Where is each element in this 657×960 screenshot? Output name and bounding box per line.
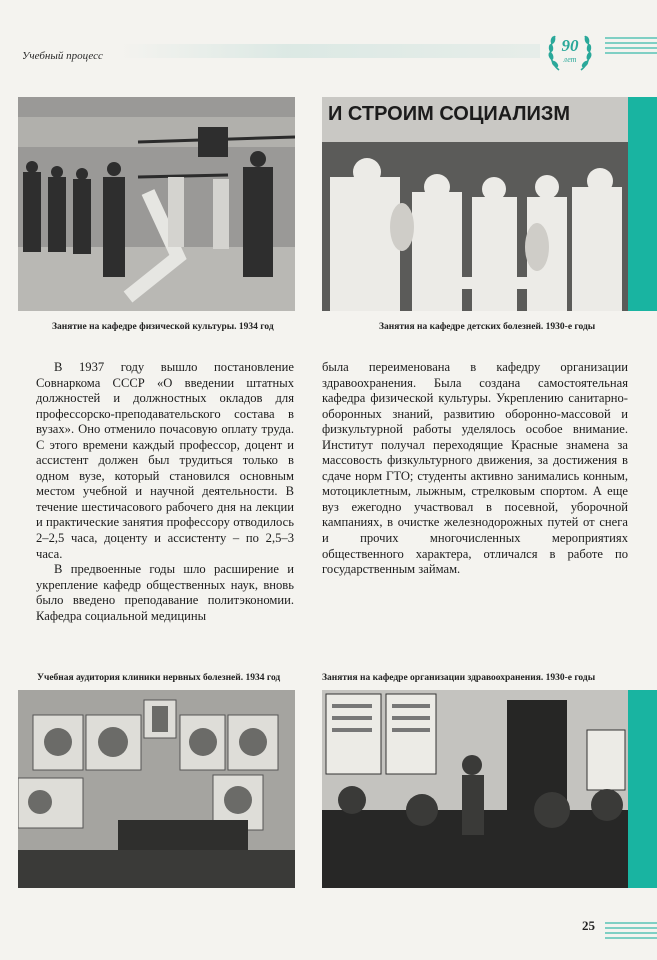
emblem-number: 90 [561,36,579,55]
banner-slogan: И СТРОИМ СОЦИАЛИЗМ [328,103,571,125]
caption-childrens-diseases: Занятия на кафедре детских болезней. 1930-е годы [379,322,596,332]
accent-bar-bottom [628,690,657,888]
photo-health-organization [322,690,628,888]
paragraph: была переименована в кафедру организации здравоохранения. Была создана самостоятельная кафедра физической культуры. Укреплению санитарно-оборонных знаний, развитию оборонно-массовой и физкультурной работы уделялось особое внимание. Институт получал переходящие Красные знамена за массовость физкультурного движения, за достижения в сдаче норм ГТО; студенты активно занимались конным, мотоциклетным, лыжным, стрелковым спортом. А еще вуз ежегодно участвовал в посевной, уборочной кампаниях, в очистке железнодорожных путей от снега и прочих многочисленных мероприятиях общественного характера, отличался в работе по государственным займам. [322,360,628,577]
header-stripes [605,37,657,57]
paragraph: В 1937 году вышло постановление Совнаркома СССР «О введении штатных должностей и должностных окладов для профессорско-преподавательского состава в вузах». Оно отменило почасовую оплату труда. С этого времени каждый профессор, доцент и ассистент должен был трудиться только в одном вузе, который становился основным местом учебной и научной деятельности. В течение шестичасового рабочего дня на лекции и практические занятия профессору отводилось 2–2,5 часа, доценту и ассистенту – по 2,5–3 часа. [36,360,294,561]
photo-neurology-auditorium [18,690,295,888]
paragraph: В предвоенные годы шло расширение и укрепление кафедр общественных наук, вновь было введено преподавание политэкономии. Кафедра социальной медицины [36,562,294,623]
caption-health-organization: Занятия на кафедре организации здравоохранения. 1930-е годы [322,673,596,683]
footer-stripes [605,922,657,942]
accent-bar-top [628,97,657,311]
text-column-right [322,360,628,578]
running-title: Учебный процесс [22,50,103,62]
header-rule [120,44,540,58]
anniversary-emblem [545,26,595,76]
emblem-word: лет [563,55,577,64]
caption-neurology-auditorium: Учебная аудитория клиники нервных болезней. 1934 год [37,673,281,683]
photo-childrens-diseases [322,97,628,311]
page-number: 25 [582,918,595,933]
caption-physical-culture: Занятие на кафедре физической культуры. 1934 год [52,322,274,332]
photo-physical-culture [18,97,295,311]
text-column-left [36,360,294,624]
